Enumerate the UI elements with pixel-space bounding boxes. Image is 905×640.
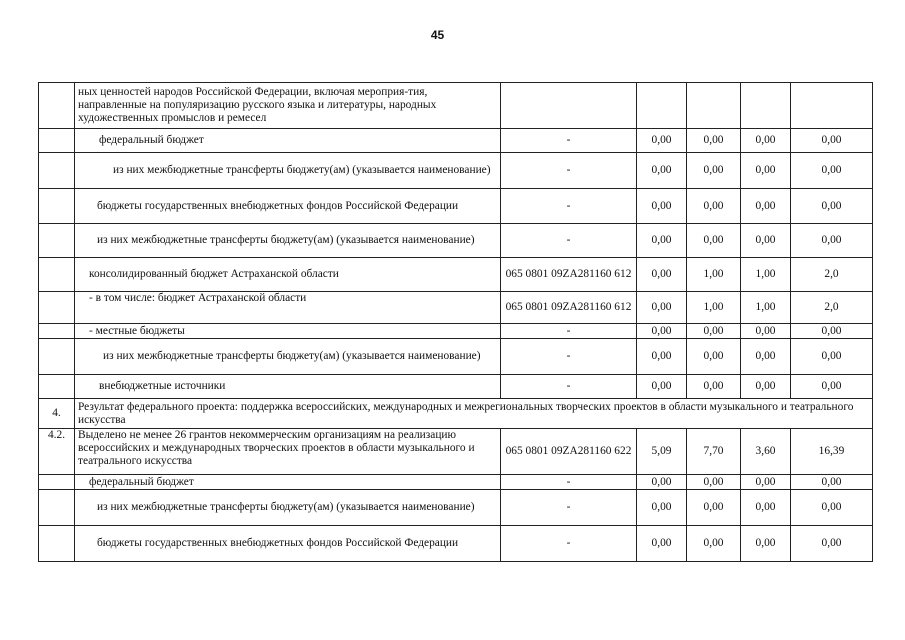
description-cell: из них межбюджетные трансферты бюджету(ам) (указывается наименование) (75, 153, 501, 189)
description-cell: из них межбюджетные трансферты бюджету(ам) (указывается наименование) (75, 224, 501, 258)
code-cell: - (501, 224, 637, 258)
year3-value-cell: 0,00 (741, 324, 791, 339)
result-description-cell: Результат федерального проекта: поддержка всероссийских, международных и межрегиональных творческих проектов в области музыкального и театрального искусства (75, 399, 873, 429)
code-cell: - (501, 189, 637, 224)
total-value-cell: 0,00 (791, 153, 873, 189)
year3-value-cell: 0,00 (741, 490, 791, 526)
code-cell: - (501, 324, 637, 339)
table-row (39, 189, 873, 224)
year2-value-cell (687, 83, 741, 129)
code-cell: - (501, 526, 637, 562)
year3-value-cell: 0,00 (741, 475, 791, 490)
year3-value-cell: 3,60 (741, 429, 791, 475)
year3-value-cell: 0,00 (741, 526, 791, 562)
year3-value-cell: 1,00 (741, 292, 791, 324)
year2-value-cell: 0,00 (687, 324, 741, 339)
total-value-cell: 0,00 (791, 324, 873, 339)
table-row (39, 490, 873, 526)
row-number-cell (39, 339, 75, 375)
table-row (39, 83, 873, 129)
row-number-cell (39, 258, 75, 292)
total-value-cell: 0,00 (791, 224, 873, 258)
year2-value-cell: 7,70 (687, 429, 741, 475)
code-cell: - (501, 475, 637, 490)
total-value-cell: 2,0 (791, 258, 873, 292)
code-cell: - (501, 375, 637, 399)
year2-value-cell: 0,00 (687, 129, 741, 153)
row-number-cell (39, 153, 75, 189)
row-number-cell (39, 324, 75, 339)
year1-value-cell: 5,09 (637, 429, 687, 475)
row-number-cell (39, 189, 75, 224)
total-value-cell: 0,00 (791, 129, 873, 153)
total-value-cell: 0,00 (791, 526, 873, 562)
year3-value-cell: 0,00 (741, 375, 791, 399)
year2-value-cell: 1,00 (687, 258, 741, 292)
year2-value-cell: 0,00 (687, 339, 741, 375)
year2-value-cell: 0,00 (687, 526, 741, 562)
description-cell: из них межбюджетные трансферты бюджету(ам) (указывается наименование) (75, 339, 501, 375)
code-cell: - (501, 339, 637, 375)
year3-value-cell: 1,00 (741, 258, 791, 292)
total-value-cell: 0,00 (791, 375, 873, 399)
table-row (39, 258, 873, 292)
total-value-cell: 0,00 (791, 189, 873, 224)
code-cell: - (501, 490, 637, 526)
year1-value-cell: 0,00 (637, 189, 687, 224)
total-value-cell: 2,0 (791, 292, 873, 324)
result-row (39, 399, 873, 429)
code-cell: - (501, 129, 637, 153)
description-cell: - местные бюджеты (75, 324, 501, 339)
table-row (39, 375, 873, 399)
year2-value-cell: 0,00 (687, 490, 741, 526)
year1-value-cell: 0,00 (637, 258, 687, 292)
year1-value-cell: 0,00 (637, 490, 687, 526)
row-number-cell (39, 83, 75, 129)
year2-value-cell: 0,00 (687, 475, 741, 490)
total-value-cell (791, 83, 873, 129)
row-number-cell (39, 292, 75, 324)
total-value-cell: 0,00 (791, 490, 873, 526)
year1-value-cell: 0,00 (637, 224, 687, 258)
row-number-cell (39, 490, 75, 526)
code-cell: 065 0801 09ZA281160 612 (501, 258, 637, 292)
year1-value-cell: 0,00 (637, 292, 687, 324)
year2-value-cell: 0,00 (687, 375, 741, 399)
row-number-cell: 4.2. (39, 429, 75, 475)
year1-value-cell (637, 83, 687, 129)
row-number-cell (39, 224, 75, 258)
page-number: 45 (430, 28, 445, 42)
year3-value-cell (741, 83, 791, 129)
year1-value-cell: 0,00 (637, 153, 687, 189)
description-cell: федеральный бюджет (75, 475, 501, 490)
code-cell: - (501, 153, 637, 189)
row-number-cell (39, 375, 75, 399)
total-value-cell: 0,00 (791, 339, 873, 375)
year2-value-cell: 1,00 (687, 292, 741, 324)
description-cell: - в том числе: бюджет Астраханской области (75, 292, 501, 324)
table-row (39, 429, 873, 475)
year3-value-cell: 0,00 (741, 129, 791, 153)
description-cell: бюджеты государственных внебюджетных фондов Российской Федерации (75, 526, 501, 562)
year1-value-cell: 0,00 (637, 129, 687, 153)
year3-value-cell: 0,00 (741, 153, 791, 189)
year3-value-cell: 0,00 (741, 339, 791, 375)
year1-value-cell: 0,00 (637, 339, 687, 375)
total-value-cell: 16,39 (791, 429, 873, 475)
description-cell: федеральный бюджет (75, 129, 501, 153)
table-row (39, 526, 873, 562)
row-number-cell (39, 129, 75, 153)
year2-value-cell: 0,00 (687, 189, 741, 224)
year3-value-cell: 0,00 (741, 224, 791, 258)
year3-value-cell: 0,00 (741, 189, 791, 224)
row-number-cell (39, 475, 75, 490)
description-cell: Выделено не менее 26 грантов некоммерческим организациям на реализацию всероссийских и международных творческих проектов в области музыкального и театрального искусства (75, 429, 501, 475)
year2-value-cell: 0,00 (687, 224, 741, 258)
row-number-cell: 4. (39, 399, 75, 429)
year1-value-cell: 0,00 (637, 324, 687, 339)
code-cell: 065 0801 09ZA281160 612 (501, 292, 637, 324)
year2-value-cell: 0,00 (687, 153, 741, 189)
description-cell: бюджеты государственных внебюджетных фондов Российской Федерации (75, 189, 501, 224)
table-row (39, 475, 873, 490)
code-cell (501, 83, 637, 129)
total-value-cell: 0,00 (791, 475, 873, 490)
table-row (39, 129, 873, 153)
table-row (39, 324, 873, 339)
code-cell: 065 0801 09ZA281160 622 (501, 429, 637, 475)
description-cell: консолидированный бюджет Астраханской области (75, 258, 501, 292)
description-cell: внебюджетные источники (75, 375, 501, 399)
table-row (39, 153, 873, 189)
table-row (39, 339, 873, 375)
table-row (39, 292, 873, 324)
year1-value-cell: 0,00 (637, 475, 687, 490)
year1-value-cell: 0,00 (637, 375, 687, 399)
description-cell: из них межбюджетные трансферты бюджету(ам) (указывается наименование) (75, 490, 501, 526)
row-number-cell (39, 526, 75, 562)
description-cell: ных ценностей народов Российской Федерации, включая мероприя-тия, направленные на популяризацию русского языка и литературы, народных художественных промыслов и ремесел (75, 83, 501, 129)
table-row (39, 224, 873, 258)
year1-value-cell: 0,00 (637, 526, 687, 562)
budget-table (38, 82, 873, 562)
